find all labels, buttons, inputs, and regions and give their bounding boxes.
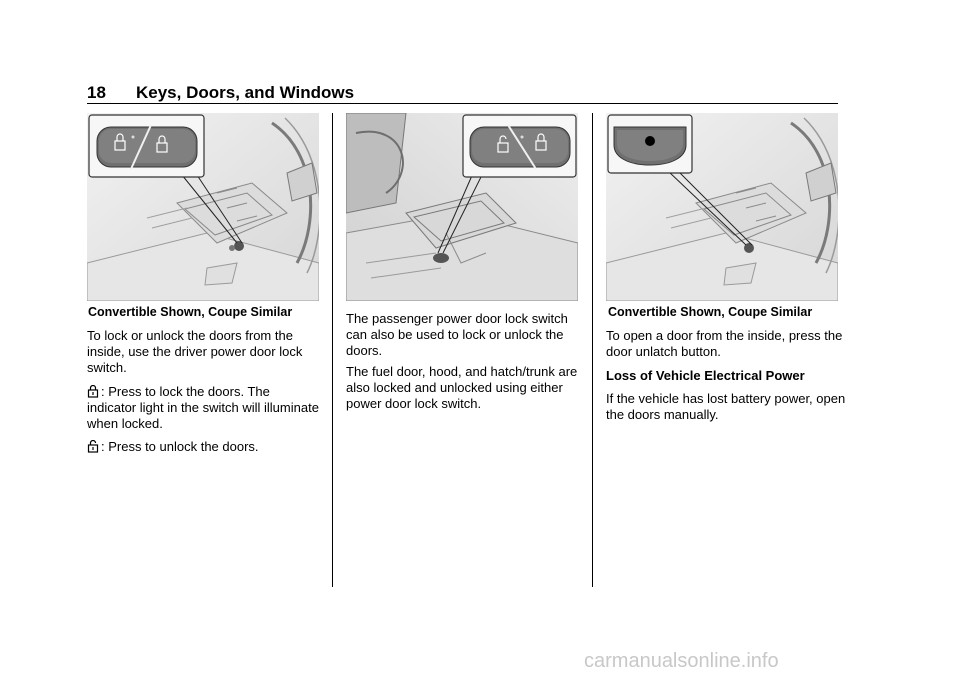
watermark: carmanualsonline.info xyxy=(584,650,779,672)
unlock-instruction xyxy=(87,439,322,455)
electrical-power-paragraph: If the vehicle has lost battery power, open the doors manually. xyxy=(606,391,846,422)
header-rule xyxy=(87,103,838,104)
driver-door-switch-illustration xyxy=(87,113,319,301)
column-divider-2 xyxy=(592,113,593,587)
page-number: 18 xyxy=(87,83,106,102)
unlock-instruction-text: : Press to unlock the doors. xyxy=(101,439,259,454)
column-divider-1 xyxy=(332,113,333,587)
unlatch-paragraph: To open a door from the inside, press the door unlatch button. xyxy=(606,328,843,359)
fuel-door-paragraph: The fuel door, hood, and hatch/trunk are also locked and unlocked using either power door lock switch. xyxy=(346,364,578,411)
electrical-power-heading: Loss of Vehicle Electrical Power xyxy=(606,368,805,383)
lock-instruction-text: : Press to lock the doors. The indicator light in the switch will illuminate when locked. xyxy=(87,384,319,431)
section-title: Keys, Doors, and Windows xyxy=(136,83,355,102)
unlatch-button-dot xyxy=(645,136,655,146)
unlock-icon xyxy=(87,440,99,453)
page-header xyxy=(87,80,838,104)
intro-paragraph: To lock or unlock the doors from the inside, use the driver power door lock switch. xyxy=(87,328,303,375)
lock-icon xyxy=(87,385,99,398)
passenger-switch-paragraph: The passenger power door lock switch can also be used to lock or unlock the doors. xyxy=(346,311,568,358)
door-unlatch-illustration xyxy=(606,113,838,301)
figure-caption-1: Convertible Shown, Coupe Similar xyxy=(88,305,293,319)
figure-caption-3: Convertible Shown, Coupe Similar xyxy=(608,305,813,319)
lock-instruction xyxy=(87,384,322,432)
passenger-door-switch-illustration xyxy=(346,113,578,301)
